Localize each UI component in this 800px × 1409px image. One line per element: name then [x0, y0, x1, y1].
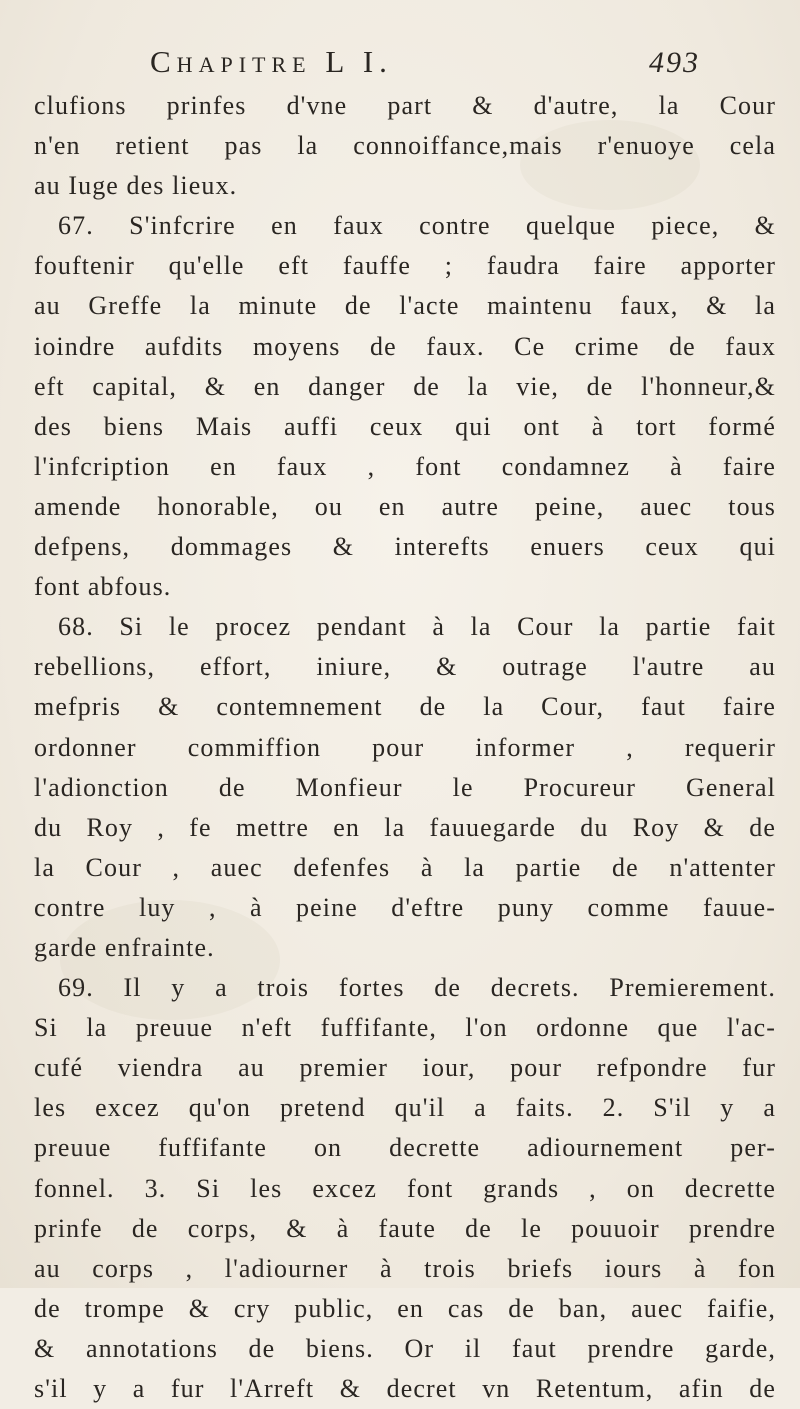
page-number: 493: [649, 46, 700, 79]
text-line: cufé viendra au premier iour, pour refpondre fur: [34, 1053, 776, 1083]
text-line: eft capital, & en danger de la vie, de l'honneur,&: [34, 371, 776, 401]
text-line: fouftenir qu'elle eft fauffe ; faudra faire apporter: [34, 251, 776, 281]
text-line: contre luy , à peine d'eftre puny comme fauue-: [34, 892, 776, 922]
text-line: ioindre aufdits moyens de faux. Ce crime de faux: [34, 331, 776, 361]
text-line: prinfe de corps, & à faute de le pouuoir prendre: [34, 1213, 776, 1243]
text-line: s'il y a fur l'Arreft & decret vn Retentum, afin de: [34, 1374, 776, 1403]
text-line: 69. Il y a trois fortes de decrets. Premierement.: [58, 973, 776, 1003]
text-line: du Roy , fe mettre en la fauuegarde du Roy & de: [34, 812, 776, 842]
text-line: amende honorable, ou en autre peine, auec tous: [34, 491, 776, 521]
text-line: les excez qu'on pretend qu'il a faits. 2. S'il y a: [34, 1093, 776, 1123]
text-line: au corps , l'adiourner à trois briefs iours à fon: [34, 1253, 776, 1283]
text-line: l'adionction de Monfieur le Procureur General: [34, 772, 776, 802]
text-line: l'infcription en faux , font condamnez à faire: [34, 451, 776, 481]
text-line: la Cour , auec defenfes à la partie de n'attenter: [34, 852, 776, 882]
text-line: ordonner commiffion pour informer , requerir: [34, 732, 776, 762]
page-header: [150, 40, 710, 90]
text-line: 68. Si le procez pendant à la Cour la partie fait: [58, 612, 776, 642]
text-line: au Greffe la minute de l'acte maintenu faux, & la: [34, 291, 776, 321]
text-line: de trompe & cry public, en cas de ban, auec faifie,: [34, 1293, 776, 1323]
text-line: clufions prinfes d'vne part & d'autre, la Cour: [34, 91, 776, 120]
text-line: font abfous.: [34, 572, 172, 602]
text-line: fonnel. 3. Si les excez font grands , on decrette: [34, 1173, 776, 1203]
text-line: garde enfrainte.: [34, 932, 215, 962]
text-line: n'en retient pas la connoiffance,mais r'enuoye cela: [34, 131, 776, 161]
text-line: rebellions, effort, iniure, & outrage l'autre au: [34, 652, 776, 682]
body-text: [34, 86, 776, 1409]
text-line: preuue fuffifante on decrette adiournement per-: [34, 1133, 776, 1163]
text-line: des biens Mais auffi ceux qui ont à tort formé: [34, 411, 776, 441]
text-line: Si la preuue n'eft fuffifante, l'on ordonne que l'ac-: [34, 1013, 776, 1043]
text-line: & annotations de biens. Or il faut prendre garde,: [34, 1333, 776, 1363]
text-line: mefpris & contemnement de la Cour, faut faire: [34, 692, 776, 722]
running-head: Chapitre L I.: [150, 44, 393, 79]
text-line: 67. S'infcrire en faux contre quelque piece, &: [58, 211, 776, 241]
text-line: au Iuge des lieux.: [34, 171, 238, 201]
text-line: defpens, dommages & interefts enuers ceux qui: [34, 532, 776, 562]
